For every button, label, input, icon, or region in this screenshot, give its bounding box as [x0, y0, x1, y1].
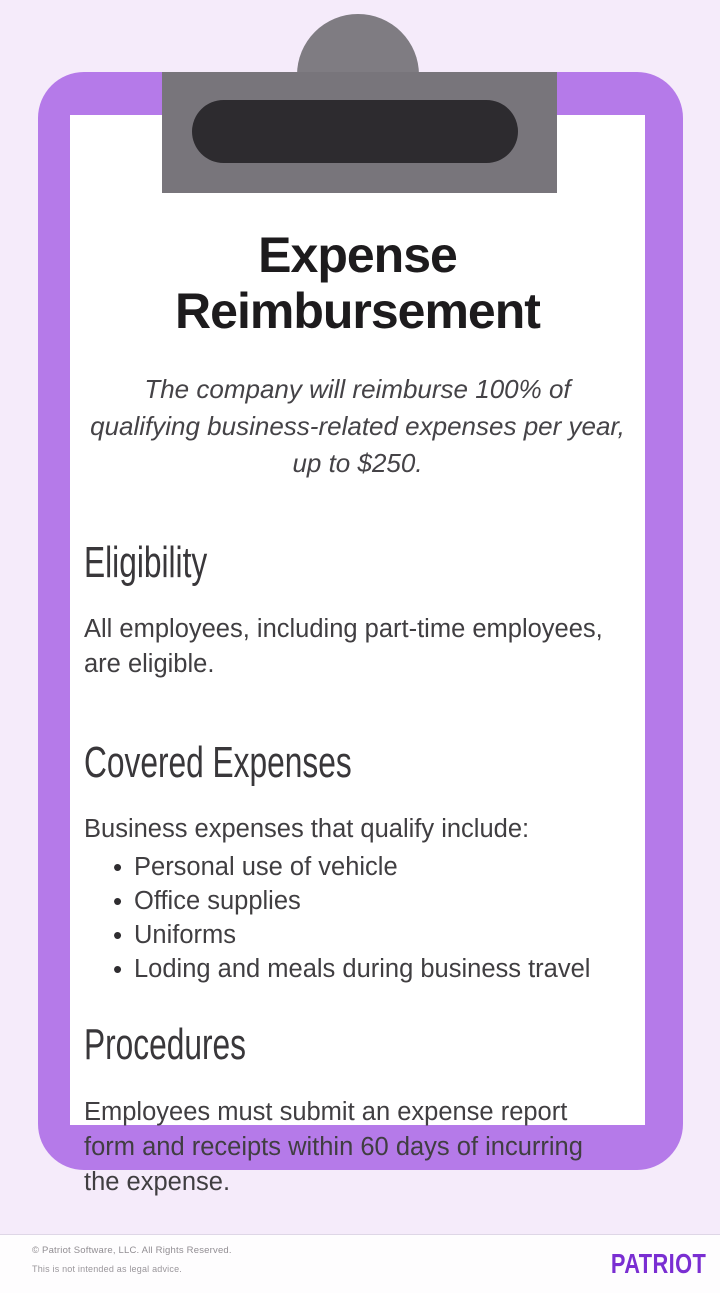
footer-disclaimer: This is not intended as legal advice. [32, 1264, 182, 1274]
section-heading-procedures [84, 1022, 631, 1068]
patriot-logo: PATRIOT [610, 1248, 706, 1279]
section-heading-procedures-label: Procedures [84, 1020, 247, 1070]
eligibility-body: All employees, including part-time employees, are eligible. [84, 615, 603, 679]
footer-copyright: © Patriot Software, LLC. All Rights Reserved. [32, 1245, 232, 1256]
clipboard-clip-bar-icon [192, 100, 518, 163]
paper-content [70, 115, 645, 1200]
list-item: • Office supplies [134, 884, 631, 918]
section-heading-covered-expenses [84, 740, 631, 786]
covered-expenses-body: Business expenses that qualify include: [84, 815, 530, 844]
section-heading-eligibility [84, 540, 631, 586]
policy-intro: The company will reimburse 100% of qualifying business-related expenses per year, up to $250. [90, 374, 625, 478]
footer [0, 1234, 720, 1293]
procedures-body: Employees must submit an expense report form and receipts within 60 days of incurring the expense. [84, 1097, 583, 1196]
list-item: • Personal use of vehicle [134, 850, 631, 884]
section-heading-eligibility-label: Eligibility [84, 538, 208, 587]
page-title: Expense Reimbursement [175, 227, 540, 339]
section-heading-covered-expenses-label: Covered Expenses [84, 738, 352, 788]
list-item: • Uniforms [134, 918, 631, 952]
policy-paper [70, 115, 645, 1196]
list-item: • Loding and meals during business travel [134, 952, 631, 986]
covered-expenses-list [84, 850, 631, 986]
